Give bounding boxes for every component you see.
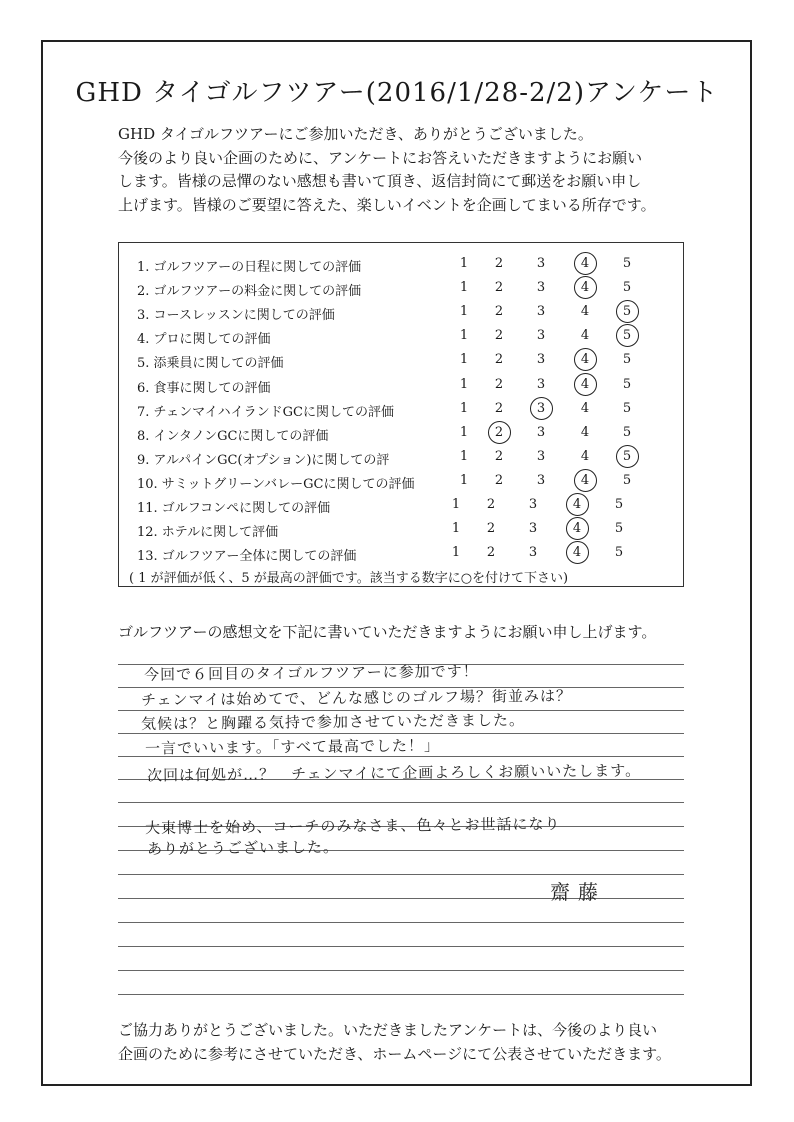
- rating-option[interactable]: 1: [459, 256, 469, 271]
- rating-option[interactable]: 2: [486, 521, 496, 537]
- rating-option[interactable]: 3: [536, 352, 546, 368]
- rating-option[interactable]: 2: [494, 280, 504, 296]
- rating-option[interactable]: 3: [536, 328, 546, 344]
- rating-option[interactable]: 3: [536, 424, 546, 440]
- rating-option[interactable]: 5: [622, 424, 632, 440]
- rating-row: [119, 423, 683, 445]
- rating-option[interactable]: 3: [536, 256, 546, 271]
- rating-option[interactable]: 5: [622, 352, 632, 368]
- question-label: 10. サミットグリーンバレーGCに関しての評価: [137, 476, 415, 492]
- ruled-line: [118, 946, 684, 947]
- question-label: 7. チェンマイハイランドGCに関しての評価: [137, 404, 394, 420]
- rating-row: [119, 350, 683, 372]
- rating-option[interactable]: 4: [565, 497, 589, 512]
- question-label: 3. コースレッスンに関しての評価: [137, 308, 335, 324]
- page-title: GHD タイゴルフツアー(2016/1/28-2/2)アンケート: [75, 78, 719, 108]
- rating-option[interactable]: 4: [580, 304, 590, 320]
- rating-option[interactable]: 1: [451, 497, 461, 512]
- rating-row: [119, 278, 683, 300]
- rating-option[interactable]: 1: [459, 376, 469, 392]
- rating-option[interactable]: 1: [459, 400, 469, 416]
- rating-option[interactable]: 4: [580, 448, 590, 464]
- rating-option[interactable]: 5: [615, 304, 639, 319]
- rating-row: [119, 447, 683, 469]
- rating-option[interactable]: 2: [494, 376, 504, 392]
- rating-option[interactable]: 2: [494, 400, 504, 416]
- rating-option[interactable]: 5: [622, 280, 632, 296]
- handwritten-line: ありがとうございました。: [146, 837, 340, 859]
- rating-option[interactable]: 2: [494, 256, 504, 271]
- closing-line: 企画のために参考にさせていただき、ホームページにて公表させていただきます。: [118, 1045, 671, 1063]
- rating-option[interactable]: 3: [528, 521, 538, 537]
- rating-option[interactable]: 5: [622, 400, 632, 416]
- ruled-line: [118, 970, 684, 971]
- question-label: 5. 添乗員に関しての評価: [137, 356, 284, 372]
- rating-row: [119, 399, 683, 421]
- rating-option[interactable]: 4: [565, 545, 589, 560]
- rating-option[interactable]: 4: [573, 377, 597, 392]
- handwritten-line: 一言でいいます。「すべて最高でした！」: [144, 736, 441, 758]
- rating-option[interactable]: 4: [573, 352, 597, 367]
- scale-note: ( 1 が評価が低く、5 が最高の評価です。該当する数字に○を付けて下さい): [129, 571, 569, 586]
- rating-option[interactable]: 1: [459, 328, 469, 344]
- rating-option[interactable]: 2: [494, 448, 504, 464]
- rating-option[interactable]: 4: [573, 256, 597, 271]
- intro-line: 今後のより良い企画のために、アンケートにお答えいただきますようにお願い: [118, 148, 643, 167]
- rating-option[interactable]: 1: [451, 545, 461, 561]
- question-label: 1. ゴルフツアーの日程に関しての評価: [137, 260, 362, 275]
- rating-row: [119, 326, 683, 348]
- rating-row: [119, 254, 683, 276]
- comment-heading: ゴルフツアーの感想文を下記に書いていただきますようにお願い申し上げます。: [118, 623, 657, 641]
- rating-option[interactable]: 3: [529, 401, 553, 416]
- rating-option[interactable]: 3: [536, 376, 546, 392]
- rating-option[interactable]: 3: [536, 472, 546, 488]
- rating-option[interactable]: 2: [494, 472, 504, 488]
- question-label: 9. アルパインGC(オプション)に関しての評: [137, 452, 390, 468]
- rating-option[interactable]: 2: [486, 545, 496, 561]
- rating-option[interactable]: 5: [614, 545, 624, 561]
- rating-option[interactable]: 1: [459, 280, 469, 296]
- question-label: 6. 食事に関しての評価: [137, 380, 271, 396]
- handwritten-line: 気候は？と胸躍る気持で参加させていただきました。: [140, 710, 526, 734]
- rating-option[interactable]: 4: [565, 521, 589, 536]
- rating-option[interactable]: 5: [622, 256, 632, 271]
- rating-row: [119, 543, 683, 565]
- intro-line: 上げます。皆様のご要望に答えた、楽しいイベントを企画してまいる所存です。: [118, 195, 656, 214]
- question-label: 8. インタノンGCに関しての評価: [137, 428, 329, 444]
- rating-row: [119, 495, 683, 517]
- rating-option[interactable]: 4: [573, 473, 597, 488]
- rating-option[interactable]: 3: [536, 448, 546, 464]
- rating-option[interactable]: 5: [615, 328, 639, 343]
- question-label: 2. ゴルフツアーの料金に関しての評価: [137, 284, 362, 300]
- handwritten-line: 次回は何処が…？ チェンマイにて企画よろしくお願いいたします。: [146, 761, 642, 785]
- rating-option[interactable]: 3: [536, 280, 546, 296]
- ruled-line: [118, 874, 684, 875]
- rating-option[interactable]: 4: [580, 400, 590, 416]
- question-label: 13. ゴルフツアー全体に関しての評価: [137, 549, 357, 565]
- rating-option[interactable]: 4: [573, 280, 597, 295]
- rating-option[interactable]: 2: [494, 352, 504, 368]
- rating-option[interactable]: 1: [459, 352, 469, 368]
- rating-option[interactable]: 2: [487, 425, 511, 440]
- rating-option[interactable]: 1: [459, 424, 469, 440]
- intro-paragraph: [118, 123, 718, 217]
- closing-line: ご協力ありがとうございました。いただきましたアンケートは、今後のより良い: [118, 1021, 658, 1039]
- rating-option[interactable]: 1: [459, 304, 469, 320]
- rating-option[interactable]: 3: [536, 304, 546, 320]
- rating-option[interactable]: 5: [622, 472, 632, 488]
- intro-line: GHD タイゴルフツアーにご参加いただき、ありがとうございました。: [118, 125, 593, 143]
- rating-row: [119, 519, 683, 541]
- handwritten-line: チェンマイは始めてで、どんな感じのゴルフ場？街並みは？: [140, 686, 573, 710]
- question-label: 12. ホテルに関して評価: [137, 525, 279, 541]
- rating-table: [118, 242, 684, 587]
- signature: 齋藤: [550, 880, 606, 904]
- rating-option[interactable]: 3: [528, 497, 538, 512]
- rating-option[interactable]: 2: [486, 497, 496, 512]
- rating-option[interactable]: 4: [580, 328, 590, 344]
- rating-row: [119, 302, 683, 324]
- rating-row: [119, 375, 683, 397]
- question-label: 4. プロに関しての評価: [137, 332, 271, 348]
- rating-option[interactable]: 5: [622, 376, 632, 392]
- rating-option[interactable]: 5: [614, 497, 624, 512]
- rating-option[interactable]: 2: [494, 304, 504, 320]
- handwritten-line: 大東博士を始め、コーチのみなさま、色々とお世話になり: [144, 814, 561, 838]
- rating-option[interactable]: 4: [580, 424, 590, 440]
- ruled-line: [118, 922, 684, 923]
- closing-paragraph: [118, 1018, 738, 1066]
- question-label: 11. ゴルフコンペに関しての評価: [137, 501, 331, 516]
- intro-line: します。皆様の忌憚のない感想も書いて頂き、返信封筒にて郵送をお願い申し: [118, 172, 642, 190]
- ruled-line: [118, 994, 684, 995]
- rating-option[interactable]: 1: [459, 472, 469, 488]
- rating-option[interactable]: 3: [528, 545, 538, 561]
- rating-option[interactable]: 5: [615, 449, 639, 464]
- handwritten-line: 今回で６回目のタイゴルフツアーに参加です！: [143, 662, 479, 684]
- rating-option[interactable]: 1: [459, 448, 469, 464]
- rating-option[interactable]: 5: [614, 521, 624, 537]
- rating-option[interactable]: 1: [451, 521, 461, 537]
- rating-row: [119, 471, 683, 493]
- rating-option[interactable]: 2: [494, 328, 504, 344]
- ruled-line: [118, 802, 684, 803]
